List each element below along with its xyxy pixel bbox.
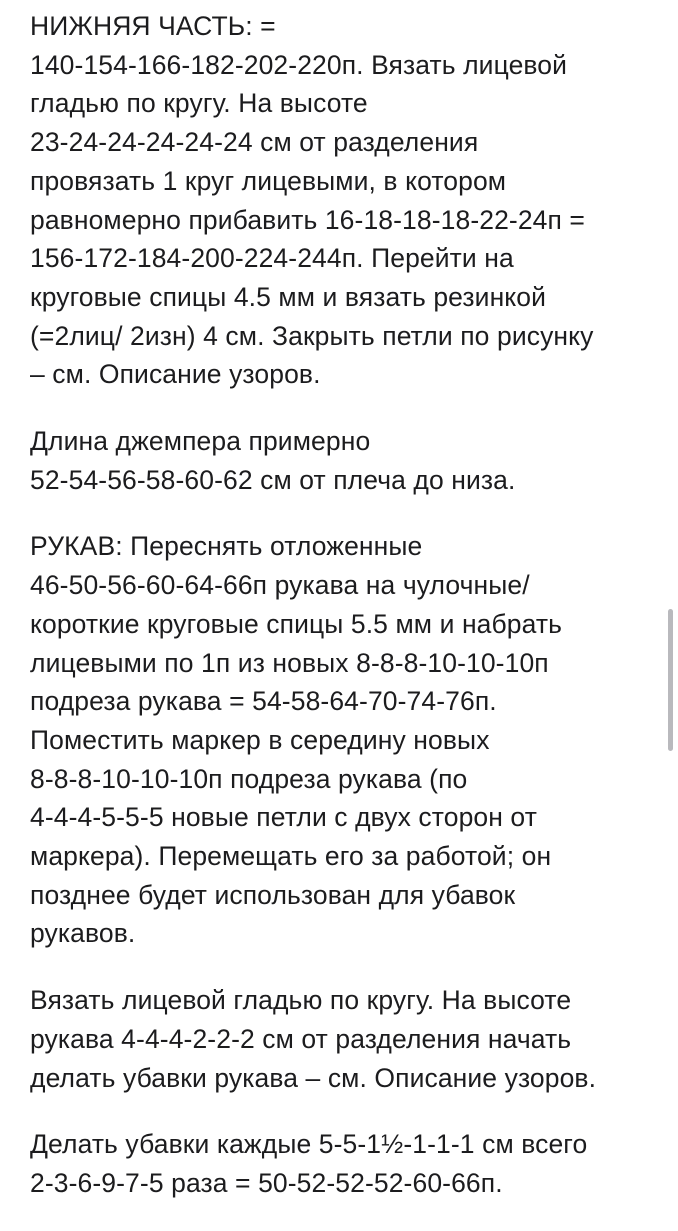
text-line: (=2лиц/ 2изн) 4 см. Закрыть петли по рисунку — [30, 320, 594, 351]
text-line: Вязать лицевой гладью по кругу. На высоте — [30, 985, 572, 1016]
text-line: Поместить маркер в середину новых — [30, 724, 490, 755]
paragraph-sweater-length — [30, 422, 670, 499]
text-line: 140-154-166-182-202-220п. Вязать лицевой — [30, 49, 568, 80]
text-line: Длина джемпера примерно — [30, 426, 371, 457]
text-line: подреза рукава = 54-58-64-70-74-76п. — [30, 686, 497, 717]
vertical-scrollbar[interactable] — [668, 609, 673, 751]
document-body — [30, 7, 670, 1231]
text-line: 2-3-6-9-7-5 раза = 50-52-52-52-60-66п. — [30, 1167, 503, 1198]
text-line: позднее будет использован для убавок — [30, 879, 516, 910]
paragraph-lower-part — [30, 7, 670, 394]
text-line: короткие круговые спицы 5.5 мм и набрать — [30, 608, 563, 639]
text-line: 8-8-8-10-10-10п подреза рукава (по — [30, 763, 468, 794]
text-line: равномерно прибавить 16-18-18-18-22-24п = — [30, 204, 586, 235]
text-line: делать убавки рукава – см. Описание узоров. — [30, 1062, 597, 1093]
text-line: круговые спицы 4.5 мм и вязать резинкой — [30, 281, 547, 312]
text-line: рукавов. — [30, 918, 136, 949]
text-line: 23-24-24-24-24-24 см от разделения — [30, 127, 479, 158]
text-line: 46-50-56-60-64-66п рукава на чулочные/ — [30, 570, 530, 601]
text-line: маркера). Перемещать его за работой; он — [30, 841, 552, 872]
text-line: РУКАВ: Переснять отложенные — [30, 531, 423, 562]
text-line: рукава 4-4-4-2-2-2 см от разделения начать — [30, 1023, 572, 1054]
paragraph-sleeve-decreases-start — [30, 981, 670, 1097]
text-line: 156-172-184-200-224-244п. Перейти на — [30, 243, 514, 274]
text-line: 4-4-4-5-5-5 новые петли с двух сторон от — [30, 802, 537, 833]
text-line: 52-54-56-58-60-62 см от плеча до низа. — [30, 464, 516, 495]
text-line: лицевыми по 1п из новых 8-8-8-10-10-10п — [30, 647, 549, 678]
text-line: НИЖНЯЯ ЧАСТЬ: = — [30, 11, 276, 41]
text-line: провязать 1 круг лицевыми, в котором — [30, 165, 507, 196]
text-line: Делать убавки каждые 5-5-1½-1-1-1 см всего — [30, 1129, 588, 1160]
text-line: гладью по кругу. На высоте — [30, 88, 368, 119]
text-line: – см. Описание узоров. — [30, 359, 321, 390]
paragraph-sleeve — [30, 527, 670, 953]
paragraph-sleeve-decreases-repeat — [30, 1125, 670, 1202]
